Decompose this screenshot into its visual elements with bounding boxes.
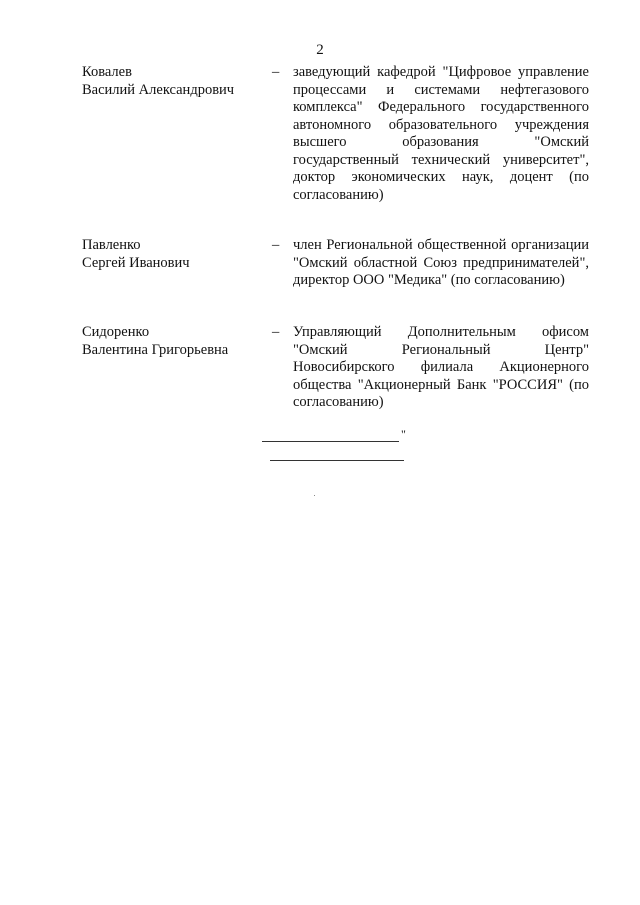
scan-speck (314, 495, 315, 496)
member-surname: Павленко (82, 237, 141, 253)
separator-dash: – (272, 64, 280, 80)
member-given-names: Сергей Иванович (82, 254, 190, 271)
member-surname: Ковалев (82, 64, 132, 80)
member-surname: Сидоренко (82, 324, 150, 340)
page-number: 2 (316, 42, 324, 58)
closing-quote-mark: " (401, 427, 406, 441)
member-position: Управляющий Дополнительным офисом "Омский Региональный Центр" Новосибирского филиала Акционерного общества "Акционерный Банк "РОССИЯ" (по согласованию) (293, 324, 589, 410)
member-name (82, 64, 262, 99)
member-position: заведующий кафедрой "Цифровое управление процессами и системами нефтегазового комплекса" Федерального государственного автономного образовательного учреждения высшего образования "Омский государственный технический университет", доктор экономических наук, доцент (по согласованию) (293, 64, 589, 203)
closing-rule-bottom (270, 460, 404, 461)
separator-dash: – (272, 324, 280, 340)
member-given-names: Валентина Григорьевна (82, 341, 229, 358)
member-given-names: Василий Александрович (82, 81, 235, 98)
member-name (82, 324, 262, 359)
member-name (82, 237, 262, 272)
closing-rule-top (262, 441, 399, 442)
separator-dash: – (272, 237, 280, 253)
member-position: член Региональной общественной организации "Омский областной Союз предпринимателей", директор ООО "Медика" (по согласованию) (293, 237, 589, 288)
